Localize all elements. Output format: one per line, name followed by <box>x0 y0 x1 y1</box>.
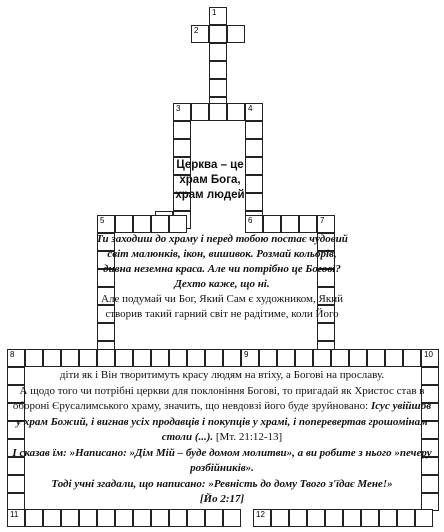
cell-8[interactable] <box>7 349 25 367</box>
grid-cell[interactable] <box>43 509 61 527</box>
grid-cell[interactable] <box>209 103 227 121</box>
grid-cell[interactable] <box>263 215 281 233</box>
cell-12[interactable] <box>253 509 271 527</box>
grid-cell[interactable] <box>209 79 227 97</box>
puzzle-caption: Церква – це храм Бога, храм людей <box>175 159 245 201</box>
grid-cell[interactable] <box>313 349 331 367</box>
clue-number: 5 <box>100 216 105 225</box>
cell-7[interactable] <box>317 215 335 233</box>
grid-cell[interactable] <box>115 509 133 527</box>
grid-cell[interactable] <box>223 349 241 367</box>
grid-cell[interactable] <box>187 349 205 367</box>
quote-3: Тоді учні згадали, що написано: »Ревність до дому Твого з'їдає Мене!» <box>51 477 393 490</box>
grid-cell[interactable] <box>397 509 415 527</box>
text-block-lower <box>10 368 434 508</box>
cell-11[interactable] <box>7 509 25 527</box>
grid-cell[interactable] <box>245 139 263 157</box>
grid-cell[interactable] <box>151 349 169 367</box>
grid-cell[interactable] <box>403 349 421 367</box>
grid-cell[interactable] <box>25 509 43 527</box>
clue-number: 2 <box>194 26 199 35</box>
grid-cell[interactable] <box>205 349 223 367</box>
cell-9[interactable] <box>241 349 259 367</box>
cell-4[interactable] <box>245 103 263 121</box>
cell-10[interactable] <box>421 349 439 367</box>
cell-2[interactable] <box>191 25 209 43</box>
cell-1[interactable] <box>209 7 227 25</box>
grid-cell[interactable] <box>245 175 263 193</box>
clue-number: 11 <box>10 510 19 519</box>
grid-cell[interactable] <box>169 509 187 527</box>
grid-cell[interactable] <box>331 349 349 367</box>
grid-cell[interactable] <box>133 509 151 527</box>
grid-cell[interactable] <box>191 103 209 121</box>
grid-cell[interactable] <box>277 349 295 367</box>
clue-number: 8 <box>10 350 15 359</box>
clue-number: 10 <box>424 350 433 359</box>
grid-cell[interactable] <box>415 509 433 527</box>
grid-cell[interactable] <box>169 349 187 367</box>
grid-cell[interactable] <box>245 193 263 211</box>
grid-cell[interactable] <box>173 139 191 157</box>
grid-cell[interactable] <box>271 509 289 527</box>
grid-cell[interactable] <box>361 509 379 527</box>
grid-cell[interactable] <box>151 215 169 233</box>
grid-cell[interactable] <box>25 349 43 367</box>
grid-cell[interactable] <box>187 509 205 527</box>
text-block-upper <box>96 232 348 322</box>
grid-cell[interactable] <box>43 349 61 367</box>
grid-cell[interactable] <box>299 215 317 233</box>
grid-cell[interactable] <box>227 103 245 121</box>
grid-cell[interactable] <box>169 215 187 233</box>
grid-cell[interactable] <box>61 349 79 367</box>
paragraph-2-top: Але подумай чи Бог, Який Сам є художником, Який створив такий гарний світ не радітиме, коли Його <box>101 293 343 320</box>
clue-number: 3 <box>176 104 181 113</box>
paragraph-3: А щодо того чи потрібні церкви для поклоніння Богові, то пригадай як Христос став в обороні Єрусалимського храму, значить, що невдовзі його буде зруйновано: <box>12 384 425 412</box>
grid-cell[interactable] <box>209 61 227 79</box>
quote-2: І сказав їм: »Написано: »Дім Мій – буде домом молитви», а ви робите з нього »печеру розбійників». <box>12 446 432 474</box>
grid-cell[interactable] <box>133 215 151 233</box>
grid-cell[interactable] <box>295 349 313 367</box>
clue-number: 1 <box>212 8 217 17</box>
grid-cell[interactable] <box>115 349 133 367</box>
grid-cell[interactable] <box>133 349 151 367</box>
grid-cell[interactable] <box>151 509 169 527</box>
grid-cell[interactable] <box>343 509 361 527</box>
grid-cell[interactable] <box>115 215 133 233</box>
clue-number: 4 <box>248 104 253 113</box>
grid-cell[interactable] <box>227 25 245 43</box>
grid-cell[interactable] <box>367 349 385 367</box>
grid-cell[interactable] <box>349 349 367 367</box>
paragraph-2-bottom: діти як і Він творитимуть красу людям на втіху, а Богові на прославу. <box>59 369 385 381</box>
grid-cell[interactable] <box>173 121 191 139</box>
grid-cell[interactable] <box>205 509 223 527</box>
grid-cell[interactable] <box>325 509 343 527</box>
grid-cell[interactable] <box>209 25 227 43</box>
grid-cell[interactable] <box>307 509 325 527</box>
cell-3[interactable] <box>173 103 191 121</box>
grid-cell[interactable] <box>245 157 263 175</box>
grid-cell[interactable] <box>379 509 397 527</box>
grid-cell[interactable] <box>289 509 307 527</box>
clue-number: 6 <box>248 216 253 225</box>
grid-cell[interactable] <box>385 349 403 367</box>
grid-cell[interactable] <box>97 509 115 527</box>
quote-1: Ісус увійшов у храм Божий, і вигнав усіх продавців і покупців у храмі, і поперевертав грошомінам столи (...). <box>16 400 432 443</box>
grid-cell[interactable] <box>209 43 227 61</box>
grid-cell[interactable] <box>79 349 97 367</box>
clue-number: 7 <box>320 216 325 225</box>
paragraph-1: Ти заходиш до храму і перед тобою постає чудовий світ малюнків, ікон, вишивок. Розмай кольорів, дивна неземна краса. Але чи потрібно це Богові? Дехто каже, що ні. <box>96 233 348 290</box>
grid-cell[interactable] <box>97 349 115 367</box>
grid-cell[interactable] <box>223 509 241 527</box>
grid-cell[interactable] <box>61 509 79 527</box>
clue-number: 9 <box>244 350 249 359</box>
grid-cell[interactable] <box>259 349 277 367</box>
grid-cell[interactable] <box>79 509 97 527</box>
grid-cell[interactable] <box>281 215 299 233</box>
ref-1: [Мт. 21:12-13] <box>215 431 283 443</box>
cell-5[interactable] <box>97 215 115 233</box>
clue-number: 12 <box>256 510 265 519</box>
grid-cell[interactable] <box>97 323 115 341</box>
cell-6[interactable] <box>245 215 263 233</box>
ref-2: [Йо 2:17] <box>199 493 245 505</box>
grid-cell[interactable] <box>317 323 335 341</box>
grid-cell[interactable] <box>245 121 263 139</box>
